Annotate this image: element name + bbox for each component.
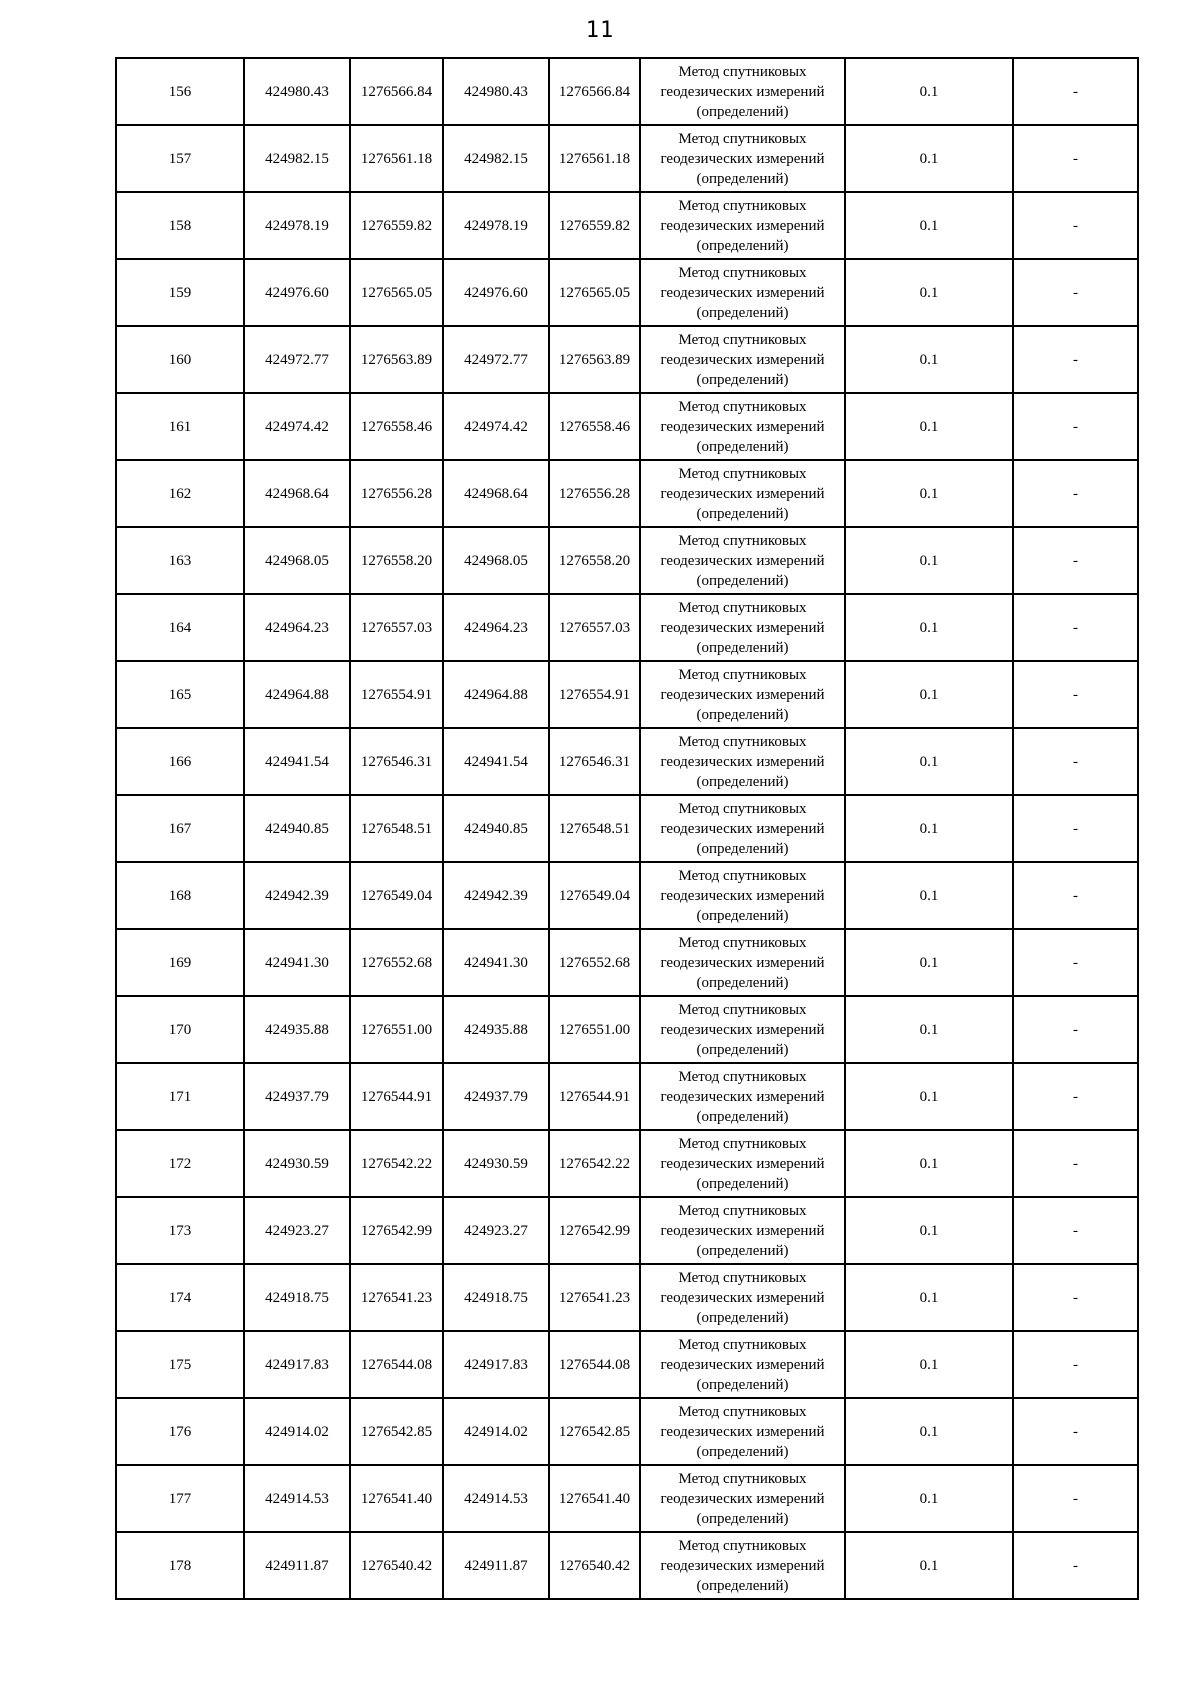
point-number-cell: 163 [116, 527, 244, 594]
point-number-cell: 170 [116, 996, 244, 1063]
point-number-cell: 172 [116, 1130, 244, 1197]
x-existing-cell: 424917.83 [244, 1331, 350, 1398]
x-existing-cell: 424914.02 [244, 1398, 350, 1465]
method-cell: Метод спутниковых геодезических измерений (определений) [640, 393, 845, 460]
x-existing-cell: 424941.54 [244, 728, 350, 795]
table-row [116, 1398, 1138, 1465]
y-specified-cell: 1276544.08 [549, 1331, 640, 1398]
table-row [116, 527, 1138, 594]
y-specified-cell: 1276548.51 [549, 795, 640, 862]
y-specified-cell: 1276544.91 [549, 1063, 640, 1130]
method-cell: Метод спутниковых геодезических измерений (определений) [640, 594, 845, 661]
accuracy-cell: 0.1 [845, 125, 1013, 192]
point-number-cell: 166 [116, 728, 244, 795]
point-number-cell: 162 [116, 460, 244, 527]
x-existing-cell: 424978.19 [244, 192, 350, 259]
note-cell: - [1013, 326, 1138, 393]
x-existing-cell: 424976.60 [244, 259, 350, 326]
table-row [116, 1264, 1138, 1331]
y-specified-cell: 1276542.22 [549, 1130, 640, 1197]
table-row [116, 661, 1138, 728]
note-cell: - [1013, 1398, 1138, 1465]
accuracy-cell: 0.1 [845, 1532, 1013, 1599]
accuracy-cell: 0.1 [845, 192, 1013, 259]
y-existing-cell: 1276561.18 [350, 125, 443, 192]
y-existing-cell: 1276544.08 [350, 1331, 443, 1398]
point-number-cell: 175 [116, 1331, 244, 1398]
table-row [116, 795, 1138, 862]
table-row [116, 594, 1138, 661]
note-cell: - [1013, 594, 1138, 661]
y-existing-cell: 1276558.46 [350, 393, 443, 460]
point-number-cell: 168 [116, 862, 244, 929]
method-cell: Метод спутниковых геодезических измерений (определений) [640, 1130, 845, 1197]
table-row [116, 125, 1138, 192]
x-specified-cell: 424968.64 [443, 460, 549, 527]
page-number: 11 [585, 18, 615, 43]
table-row [116, 326, 1138, 393]
accuracy-cell: 0.1 [845, 393, 1013, 460]
accuracy-cell: 0.1 [845, 460, 1013, 527]
point-number-cell: 177 [116, 1465, 244, 1532]
x-existing-cell: 424911.87 [244, 1532, 350, 1599]
y-specified-cell: 1276540.42 [549, 1532, 640, 1599]
x-specified-cell: 424972.77 [443, 326, 549, 393]
x-existing-cell: 424964.23 [244, 594, 350, 661]
x-specified-cell: 424968.05 [443, 527, 549, 594]
y-existing-cell: 1276565.05 [350, 259, 443, 326]
note-cell: - [1013, 1465, 1138, 1532]
y-specified-cell: 1276558.20 [549, 527, 640, 594]
table-row [116, 259, 1138, 326]
method-cell: Метод спутниковых геодезических измерений (определений) [640, 125, 845, 192]
method-cell: Метод спутниковых геодезических измерений (определений) [640, 728, 845, 795]
note-cell: - [1013, 527, 1138, 594]
x-existing-cell: 424937.79 [244, 1063, 350, 1130]
y-existing-cell: 1276556.28 [350, 460, 443, 527]
note-cell: - [1013, 1063, 1138, 1130]
accuracy-cell: 0.1 [845, 1264, 1013, 1331]
y-existing-cell: 1276541.23 [350, 1264, 443, 1331]
note-cell: - [1013, 58, 1138, 125]
note-cell: - [1013, 661, 1138, 728]
table-row [116, 1130, 1138, 1197]
method-cell: Метод спутниковых геодезических измерений (определений) [640, 996, 845, 1063]
note-cell: - [1013, 1197, 1138, 1264]
note-cell: - [1013, 460, 1138, 527]
y-specified-cell: 1276557.03 [549, 594, 640, 661]
table-body [116, 58, 1138, 1599]
y-specified-cell: 1276542.99 [549, 1197, 640, 1264]
point-number-cell: 156 [116, 58, 244, 125]
note-cell: - [1013, 795, 1138, 862]
y-specified-cell: 1276549.04 [549, 862, 640, 929]
y-existing-cell: 1276542.99 [350, 1197, 443, 1264]
table-row [116, 1197, 1138, 1264]
method-cell: Метод спутниковых геодезических измерений (определений) [640, 862, 845, 929]
accuracy-cell: 0.1 [845, 1063, 1013, 1130]
x-specified-cell: 424978.19 [443, 192, 549, 259]
note-cell: - [1013, 393, 1138, 460]
method-cell: Метод спутниковых геодезических измерений (определений) [640, 1197, 845, 1264]
x-specified-cell: 424937.79 [443, 1063, 549, 1130]
y-existing-cell: 1276552.68 [350, 929, 443, 996]
accuracy-cell: 0.1 [845, 259, 1013, 326]
y-existing-cell: 1276551.00 [350, 996, 443, 1063]
y-specified-cell: 1276546.31 [549, 728, 640, 795]
accuracy-cell: 0.1 [845, 1130, 1013, 1197]
x-existing-cell: 424968.05 [244, 527, 350, 594]
y-existing-cell: 1276540.42 [350, 1532, 443, 1599]
point-number-cell: 173 [116, 1197, 244, 1264]
point-number-cell: 157 [116, 125, 244, 192]
table-row [116, 460, 1138, 527]
accuracy-cell: 0.1 [845, 862, 1013, 929]
x-specified-cell: 424964.88 [443, 661, 549, 728]
x-existing-cell: 424940.85 [244, 795, 350, 862]
table-row [116, 996, 1138, 1063]
point-number-cell: 160 [116, 326, 244, 393]
point-number-cell: 165 [116, 661, 244, 728]
x-specified-cell: 424914.02 [443, 1398, 549, 1465]
method-cell: Метод спутниковых геодезических измерений (определений) [640, 1063, 845, 1130]
method-cell: Метод спутниковых геодезических измерений (определений) [640, 1331, 845, 1398]
y-existing-cell: 1276541.40 [350, 1465, 443, 1532]
y-existing-cell: 1276549.04 [350, 862, 443, 929]
point-number-cell: 176 [116, 1398, 244, 1465]
table-row [116, 728, 1138, 795]
accuracy-cell: 0.1 [845, 1331, 1013, 1398]
y-existing-cell: 1276559.82 [350, 192, 443, 259]
table-row [116, 192, 1138, 259]
table-row [116, 1532, 1138, 1599]
x-specified-cell: 424964.23 [443, 594, 549, 661]
x-specified-cell: 424942.39 [443, 862, 549, 929]
y-specified-cell: 1276554.91 [549, 661, 640, 728]
y-specified-cell: 1276542.85 [549, 1398, 640, 1465]
method-cell: Метод спутниковых геодезических измерений (определений) [640, 527, 845, 594]
point-number-cell: 164 [116, 594, 244, 661]
x-specified-cell: 424940.85 [443, 795, 549, 862]
point-number-cell: 178 [116, 1532, 244, 1599]
x-specified-cell: 424941.54 [443, 728, 549, 795]
x-specified-cell: 424941.30 [443, 929, 549, 996]
note-cell: - [1013, 1130, 1138, 1197]
accuracy-cell: 0.1 [845, 661, 1013, 728]
method-cell: Метод спутниковых геодезических измерений (определений) [640, 795, 845, 862]
method-cell: Метод спутниковых геодезических измерений (определений) [640, 192, 845, 259]
accuracy-cell: 0.1 [845, 1465, 1013, 1532]
x-specified-cell: 424914.53 [443, 1465, 549, 1532]
y-specified-cell: 1276541.23 [549, 1264, 640, 1331]
method-cell: Метод спутниковых геодезических измерений (определений) [640, 460, 845, 527]
y-existing-cell: 1276566.84 [350, 58, 443, 125]
method-cell: Метод спутниковых геодезических измерений (определений) [640, 1264, 845, 1331]
y-existing-cell: 1276557.03 [350, 594, 443, 661]
x-existing-cell: 424941.30 [244, 929, 350, 996]
accuracy-cell: 0.1 [845, 1398, 1013, 1465]
x-existing-cell: 424935.88 [244, 996, 350, 1063]
note-cell: - [1013, 862, 1138, 929]
accuracy-cell: 0.1 [845, 795, 1013, 862]
x-existing-cell: 424914.53 [244, 1465, 350, 1532]
note-cell: - [1013, 1331, 1138, 1398]
method-cell: Метод спутниковых геодезических измерений (определений) [640, 1532, 845, 1599]
x-specified-cell: 424923.27 [443, 1197, 549, 1264]
y-existing-cell: 1276548.51 [350, 795, 443, 862]
note-cell: - [1013, 125, 1138, 192]
x-specified-cell: 424930.59 [443, 1130, 549, 1197]
method-cell: Метод спутниковых геодезических измерений (определений) [640, 259, 845, 326]
x-existing-cell: 424974.42 [244, 393, 350, 460]
table-row [116, 1331, 1138, 1398]
y-specified-cell: 1276559.82 [549, 192, 640, 259]
accuracy-cell: 0.1 [845, 58, 1013, 125]
accuracy-cell: 0.1 [845, 594, 1013, 661]
table-row [116, 393, 1138, 460]
note-cell: - [1013, 192, 1138, 259]
y-specified-cell: 1276563.89 [549, 326, 640, 393]
point-number-cell: 158 [116, 192, 244, 259]
table-row [116, 929, 1138, 996]
x-existing-cell: 424930.59 [244, 1130, 350, 1197]
accuracy-cell: 0.1 [845, 326, 1013, 393]
accuracy-cell: 0.1 [845, 728, 1013, 795]
y-specified-cell: 1276561.18 [549, 125, 640, 192]
method-cell: Метод спутниковых геодезических измерений (определений) [640, 929, 845, 996]
method-cell: Метод спутниковых геодезических измерений (определений) [640, 1398, 845, 1465]
y-specified-cell: 1276551.00 [549, 996, 640, 1063]
x-specified-cell: 424918.75 [443, 1264, 549, 1331]
table-row [116, 1063, 1138, 1130]
y-existing-cell: 1276554.91 [350, 661, 443, 728]
method-cell: Метод спутниковых геодезических измерений (определений) [640, 326, 845, 393]
y-existing-cell: 1276542.85 [350, 1398, 443, 1465]
x-specified-cell: 424980.43 [443, 58, 549, 125]
y-existing-cell: 1276558.20 [350, 527, 443, 594]
accuracy-cell: 0.1 [845, 1197, 1013, 1264]
y-specified-cell: 1276552.68 [549, 929, 640, 996]
x-specified-cell: 424935.88 [443, 996, 549, 1063]
note-cell: - [1013, 1264, 1138, 1331]
point-number-cell: 161 [116, 393, 244, 460]
x-specified-cell: 424917.83 [443, 1331, 549, 1398]
method-cell: Метод спутниковых геодезических измерений (определений) [640, 58, 845, 125]
y-existing-cell: 1276563.89 [350, 326, 443, 393]
method-cell: Метод спутниковых геодезических измерений (определений) [640, 661, 845, 728]
accuracy-cell: 0.1 [845, 929, 1013, 996]
x-existing-cell: 424972.77 [244, 326, 350, 393]
accuracy-cell: 0.1 [845, 996, 1013, 1063]
y-specified-cell: 1276541.40 [549, 1465, 640, 1532]
point-number-cell: 174 [116, 1264, 244, 1331]
point-number-cell: 171 [116, 1063, 244, 1130]
note-cell: - [1013, 996, 1138, 1063]
x-existing-cell: 424982.15 [244, 125, 350, 192]
accuracy-cell: 0.1 [845, 527, 1013, 594]
x-existing-cell: 424964.88 [244, 661, 350, 728]
y-existing-cell: 1276544.91 [350, 1063, 443, 1130]
note-cell: - [1013, 929, 1138, 996]
x-existing-cell: 424980.43 [244, 58, 350, 125]
x-specified-cell: 424974.42 [443, 393, 549, 460]
note-cell: - [1013, 728, 1138, 795]
y-existing-cell: 1276546.31 [350, 728, 443, 795]
point-number-cell: 169 [116, 929, 244, 996]
x-specified-cell: 424911.87 [443, 1532, 549, 1599]
y-specified-cell: 1276566.84 [549, 58, 640, 125]
x-existing-cell: 424918.75 [244, 1264, 350, 1331]
x-specified-cell: 424976.60 [443, 259, 549, 326]
x-specified-cell: 424982.15 [443, 125, 549, 192]
note-cell: - [1013, 259, 1138, 326]
table-row [116, 1465, 1138, 1532]
note-cell: - [1013, 1532, 1138, 1599]
y-existing-cell: 1276542.22 [350, 1130, 443, 1197]
table-row [116, 862, 1138, 929]
x-existing-cell: 424968.64 [244, 460, 350, 527]
table-row [116, 58, 1138, 125]
method-cell: Метод спутниковых геодезических измерений (определений) [640, 1465, 845, 1532]
y-specified-cell: 1276556.28 [549, 460, 640, 527]
y-specified-cell: 1276565.05 [549, 259, 640, 326]
x-existing-cell: 424923.27 [244, 1197, 350, 1264]
y-specified-cell: 1276558.46 [549, 393, 640, 460]
coordinates-table [115, 57, 1139, 1600]
x-existing-cell: 424942.39 [244, 862, 350, 929]
point-number-cell: 167 [116, 795, 244, 862]
point-number-cell: 159 [116, 259, 244, 326]
